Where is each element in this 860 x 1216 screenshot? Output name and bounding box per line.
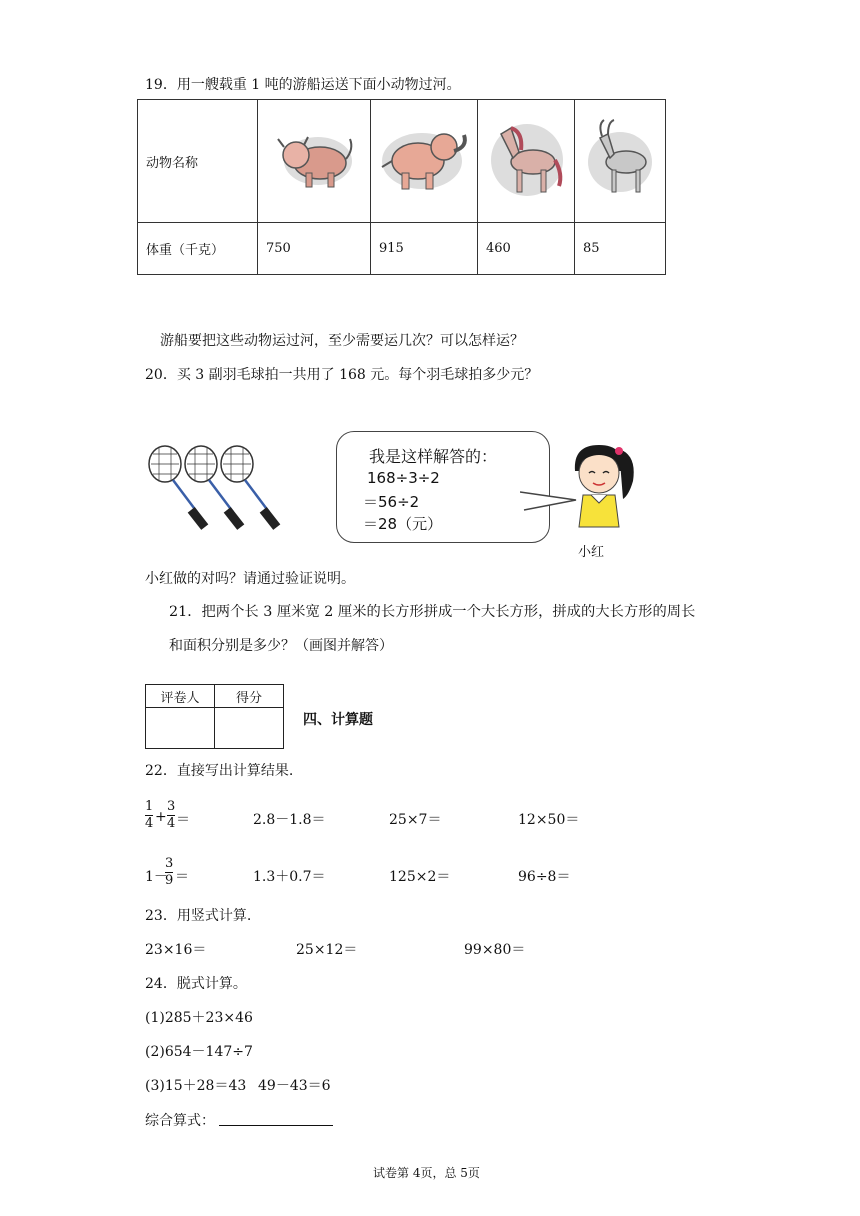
- section-title: 四、计算题: [303, 712, 373, 728]
- speech-bubble: [336, 431, 550, 543]
- calc-item: 12×50＝: [518, 812, 580, 828]
- bubble-line-3: ＝56÷2: [363, 493, 420, 511]
- vertical-calc-item: 23×16＝: [145, 942, 207, 958]
- table-row2-label: 体重（千克）: [138, 223, 258, 275]
- q20-follow-up: 小红做的对吗？请通过验证说明。: [145, 571, 355, 587]
- step-calc-item: 49－43＝6: [258, 1078, 331, 1094]
- denominator: 4: [167, 816, 176, 831]
- weight-cell: 750: [258, 223, 371, 275]
- q21-line-2: 和面积分别是多少？（画图并解答）: [169, 638, 393, 654]
- calc-item: 2.8－1.8＝: [253, 812, 326, 828]
- girl-icon: [565, 441, 641, 541]
- step-calc-item: (3)15＋28＝43: [145, 1078, 247, 1094]
- grader-label: 评卷人: [146, 685, 215, 708]
- table-row1-label: 动物名称: [138, 100, 258, 223]
- q19-question: 19．用一艘载重 1 吨的游船运送下面小动物过河。: [145, 77, 461, 93]
- bubble-line-4: ＝28（元）: [363, 515, 443, 533]
- denominator: 4: [145, 816, 154, 831]
- one-minus: 1－: [145, 869, 168, 885]
- goat-icon: [575, 100, 666, 223]
- q19-follow-up: 游船要把这些动物运过河，至少需要运几次？可以怎样运？: [160, 333, 524, 349]
- q22-question: 22．直接写出计算结果.: [145, 763, 294, 779]
- q24-question: 24．脱式计算。: [145, 976, 247, 992]
- denominator: 9: [165, 873, 174, 888]
- grader-cell: [146, 708, 215, 749]
- score-cell: [215, 708, 284, 749]
- numerator: 3: [167, 799, 176, 814]
- calc-item: 1.3＋0.7＝: [253, 869, 326, 885]
- q23-question: 23．用竖式计算.: [145, 908, 252, 924]
- equals-sign: ＝: [176, 812, 190, 828]
- animal-weight-table: [137, 99, 666, 275]
- calc-item: 125×2＝: [389, 869, 451, 885]
- bubble-line-1: 我是这样解答的：: [369, 447, 498, 466]
- calc-item: 25×7＝: [389, 812, 442, 828]
- vertical-calc-item: 99×80＝: [464, 942, 526, 958]
- numerator: 1: [145, 799, 154, 814]
- combined-formula-label: 综合算式：: [145, 1113, 215, 1129]
- page-footer: 试卷第 4页，总 5页: [373, 1166, 480, 1180]
- fraction-3-9: [165, 857, 173, 888]
- fraction-3-4: [167, 800, 175, 831]
- cow-icon: [258, 100, 371, 223]
- answer-blank[interactable]: [219, 1125, 333, 1126]
- q20-question: 20．买 3 副羽毛球拍一共用了 168 元。每个羽毛球拍多少元？: [145, 367, 539, 383]
- weight-cell: 915: [371, 223, 478, 275]
- score-box: [145, 684, 284, 749]
- horse-icon: [478, 100, 575, 223]
- fraction-1-4: [145, 800, 153, 831]
- step-calc-item: (1)285＋23×46: [145, 1010, 253, 1026]
- bubble-line-2: 168÷3÷2: [367, 469, 440, 487]
- badminton-rackets-icon: [145, 442, 295, 538]
- score-label: 得分: [215, 685, 284, 708]
- numerator: 3: [165, 856, 174, 871]
- equals-sign: ＝: [175, 869, 189, 885]
- calc-item: 96÷8＝: [518, 869, 571, 885]
- q21-line-1: 21．把两个长 3 厘米宽 2 厘米的长方形拼成一个大长方形，拼成的大长方形的周长: [169, 604, 696, 620]
- elephant-icon: [371, 100, 478, 223]
- girl-name-label: 小红: [578, 545, 605, 560]
- step-calc-item: (2)654－147÷7: [145, 1044, 253, 1060]
- plus-sign: +: [155, 809, 167, 825]
- weight-cell: 85: [575, 223, 666, 275]
- vertical-calc-item: 25×12＝: [296, 942, 358, 958]
- weight-cell: 460: [478, 223, 575, 275]
